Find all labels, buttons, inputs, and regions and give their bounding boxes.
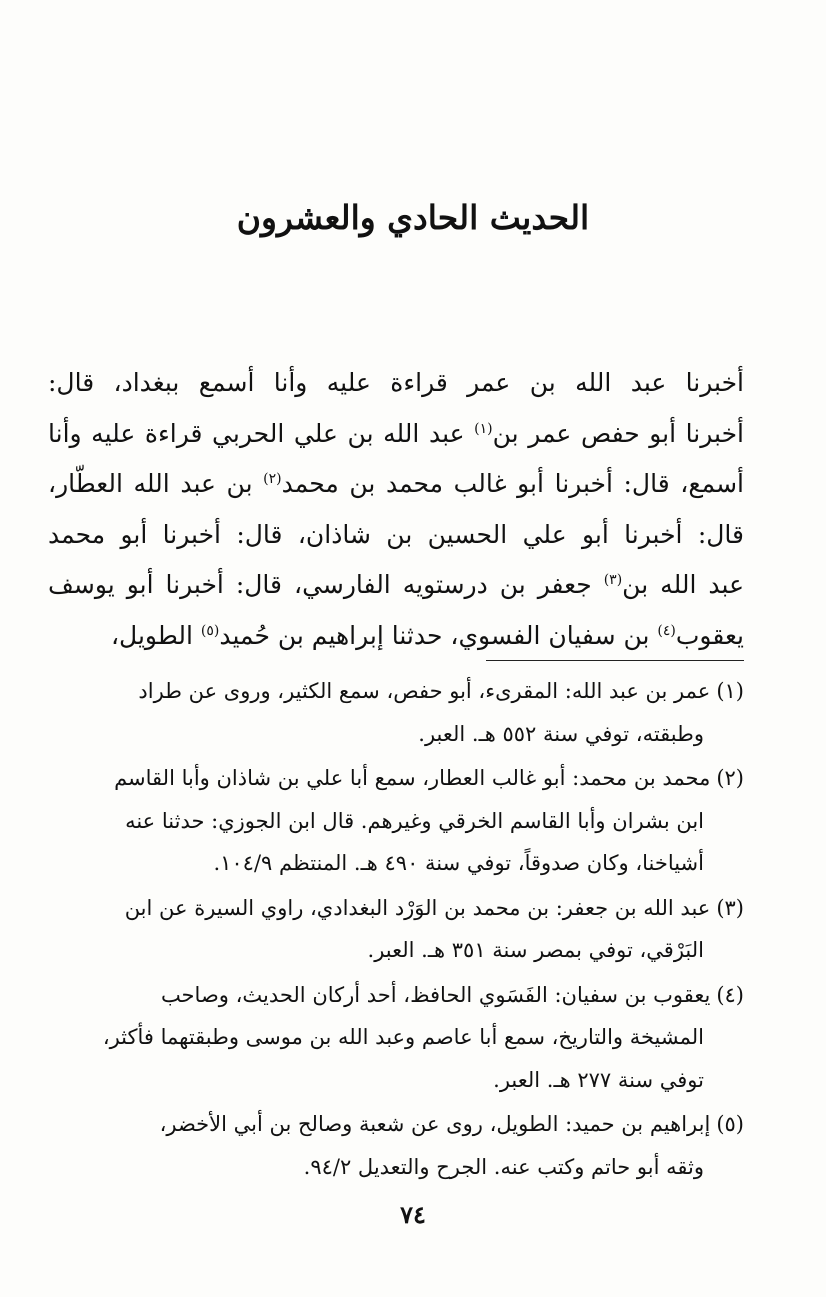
footnote-line [52, 974, 744, 1017]
footnote-text: عمر بن عبد الله: المقرىء، أبو حفص، سمع الكثير، وروى عن طراد [138, 679, 711, 703]
text-line [48, 510, 744, 561]
footnote-2 [52, 757, 744, 885]
text-segment: عبد الله بن [622, 570, 744, 599]
text-line [48, 459, 744, 510]
footnote-ref[interactable]: (٢) [263, 471, 282, 487]
footnote-line: ابن بشران وأبا القاسم الخرقي وغيرهم. قال ابن الجوزي: حدثنا عنه [125, 808, 704, 833]
main-text [48, 358, 744, 661]
footnote-text: إبراهيم بن حميد: الطويل، روى عن شعبة وصالح بن أبي الأخضر، [159, 1112, 711, 1136]
footnote-line [52, 1103, 744, 1146]
footnote-ref[interactable]: (٥) [200, 622, 220, 639]
text-segment: قال: أخبرنا أبو علي الحسين بن شاذان، قال: أخبرنا أبو محمد [48, 519, 744, 549]
footnote-number: (٢) [716, 766, 744, 790]
text-segment: بن عبد الله العطّار، [48, 469, 264, 498]
footnote-ref[interactable]: (٤) [657, 622, 676, 639]
footnote-line: توفي سنة ٢٧٧ هـ. العبر. [493, 1067, 704, 1092]
text-segment: أخبرنا عبد الله بن عمر قراءة عليه وأنا أسمع ببغداد، قال: [48, 368, 744, 397]
footnote-line: وطبقته، توفي سنة ٥٥٢ هـ. العبر. [418, 721, 704, 746]
footnote-text: عبد الله بن جعفر: بن محمد بن الوَرْد البغدادي، راوي السيرة عن ابن [124, 895, 711, 920]
footnote-ref[interactable]: (١) [474, 420, 493, 437]
footnote-number: (٣) [716, 895, 744, 920]
text-line [48, 611, 744, 662]
text-segment: جعفر بن درستويه الفارسي، قال: أخبرنا أبو يوسف [48, 570, 604, 599]
page-number: ٧٤ [400, 1200, 426, 1229]
text-segment: يعقوب [675, 620, 744, 650]
text-segment: الطويل، [110, 620, 201, 650]
footnote-ref[interactable]: (٣) [603, 572, 623, 588]
footnote-line [52, 887, 744, 930]
footnote-5 [52, 1103, 744, 1188]
footnote-number: (١) [716, 679, 744, 703]
footnote-line: البَرْقي، توفي بمصر سنة ٣٥١ هـ. العبر. [367, 938, 704, 962]
footnote-divider [486, 660, 744, 661]
footnote-number: (٥) [716, 1112, 744, 1136]
footnote-4 [52, 974, 744, 1102]
text-line [48, 560, 744, 611]
footnotes [52, 670, 744, 1190]
text-segment: أخبرنا أبو حفص عمر بن [492, 418, 744, 448]
footnote-line: المشيخة والتاريخ، سمع أبا عاصم وعبد الله بن موسى وطبقتهما فأكثر، [102, 1025, 704, 1049]
footnote-3 [52, 887, 744, 972]
text-line [48, 409, 744, 460]
footnote-number: (٤) [716, 982, 744, 1007]
footnote-line [52, 757, 744, 800]
text-line [48, 358, 744, 409]
footnote-1 [52, 670, 744, 755]
footnote-line: وثقه أبو حاتم وكتب عنه. الجرح والتعديل ٩٤/٢. [303, 1154, 704, 1179]
text-segment: عبد الله بن علي الحربي قراءة عليه وأنا [48, 418, 475, 448]
footnote-line: أشياخنا، وكان صدوقاً، توفي سنة ٤٩٠ هـ. المنتظم ١٠٤/٩. [213, 851, 704, 875]
page-title: الحديث الحادي والعشرون [236, 198, 590, 237]
footnote-line [52, 670, 744, 713]
text-segment: بن سفيان الفسوي، حدثنا إبراهيم بن حُميد [219, 620, 658, 650]
text-segment: أسمع، قال: أخبرنا أبو غالب محمد بن محمد [281, 469, 744, 498]
footnote-text: يعقوب بن سفيان: الفَسَوي الحافظ، أحد أركان الحديث، وصاحب [160, 982, 711, 1007]
footnote-text: محمد بن محمد: أبو غالب العطار، سمع أبا علي بن شاذان وأبا القاسم [114, 766, 711, 790]
